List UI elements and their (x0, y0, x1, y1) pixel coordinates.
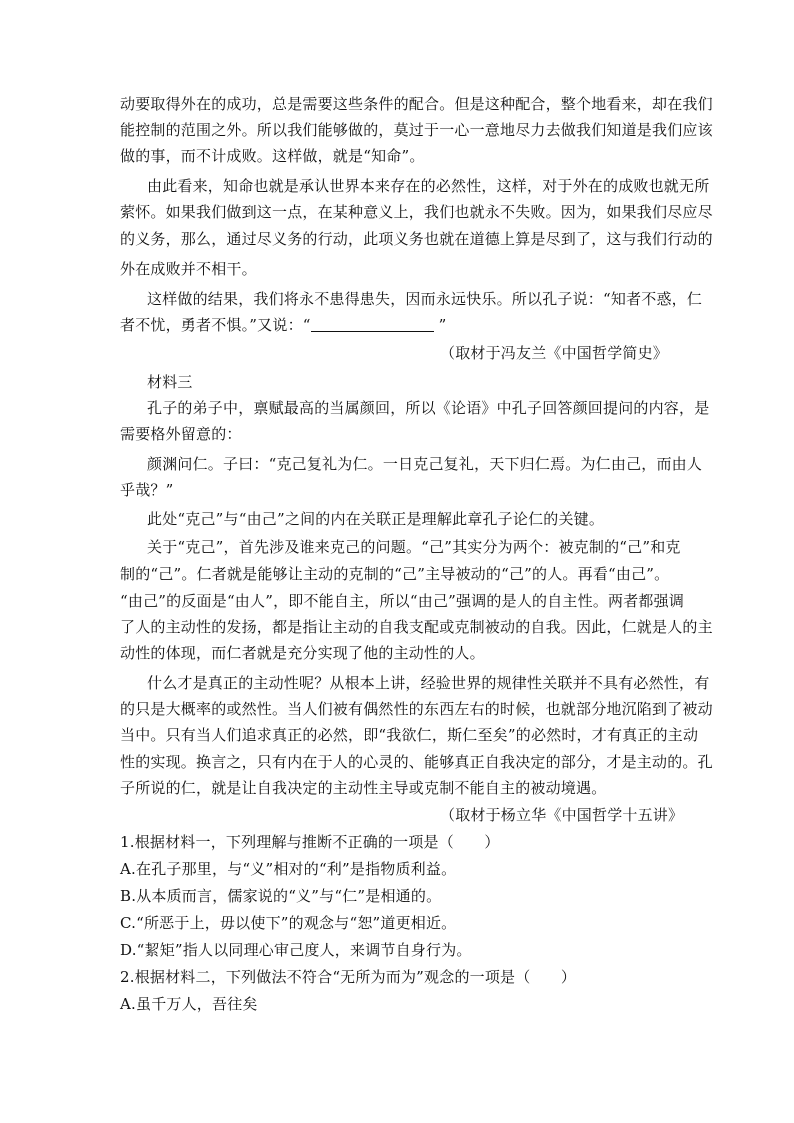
material2-source: （取材于冯友兰《中国哲学简史》 (440, 344, 669, 362)
material3-line: 制的“己”。仁者就是能够让主动的克制的“己”主导被动的“己”的人。再看“由己”。 (120, 565, 670, 583)
material3-source: （取材于杨立华《中国哲学十五讲》 (440, 806, 684, 824)
material3-line: 乎哉？” (120, 481, 174, 499)
material3-line: 此处“克己”与“由己”之间的内在关联正是理解此章孔子论仁的关键。 (147, 510, 605, 528)
fill-in-blank[interactable] (311, 315, 434, 332)
material2-line: 萦怀。如果我们做到这一点，在某种意义上，我们也就永不失败。因为，如果我们尽应尽 (120, 203, 713, 221)
material3-line: “由己”的反面是“由人”，即不能自主，所以“由己”强调的是人的自主性。两者都强调 (120, 592, 685, 610)
material2-line: 的义务，那么，通过尽义务的行动，此项义务也就在道德上算是尽到了，这与我们行动的 (120, 230, 713, 248)
question1-option-d[interactable]: D.“絜矩”指人以同理心审己度人，来调节自身行为。 (120, 941, 472, 959)
material3-line: 颜渊问仁。子曰：“克己复礼为仁。一日克己复礼，天下归仁焉。为仁由己，而由人 (147, 455, 703, 473)
question1-option-c[interactable]: C.“所恶于上，毋以使下”的观念与“恕”道更相近。 (120, 914, 457, 932)
material3-line: 什么才是真正的主动性呢？从根本上讲，经验世界的规律性关联并不具有必然性，有 (147, 674, 710, 692)
question2-option-a[interactable]: A.虽千万人，吾往矣 (120, 995, 258, 1013)
material2-line: 这样做的结果，我们将永不患得患失，因而永远快乐。所以孔子说：“知者不惑，仁 (147, 290, 703, 308)
material2-line: 由此看来，知命也就是承认世界本来存在的必然性，这样，对于外在的成败也就无所 (147, 177, 710, 195)
material3-line: 孔子的弟子中，禀赋最高的当属颜回，所以《论语》中孔子回答颜回提问的内容，是 (147, 399, 710, 417)
material2-line: 能控制的范围之外。所以我们能够做的，莫过于一心一意地尽力去做我们知道是我们应该 (120, 121, 713, 139)
material3-line: 了人的主动性的发扬，都是指让主动的自我支配或克制被动的自我。因此，仁就是人的主 (120, 618, 713, 636)
material3-line: 需要格外留意的： (120, 425, 242, 443)
question1-option-a[interactable]: A.在孔子那里，与“义”相对的“利”是指物质利益。 (120, 860, 457, 878)
material2-blank-line (120, 312, 446, 338)
line-end: ” (433, 316, 447, 334)
material3-heading: 材料三 (147, 373, 193, 391)
material2-line: 外在成败并不相干。 (120, 260, 257, 278)
question1-stem: 1.根据材料一，下列理解与推断不正确的一项是（ ） (120, 833, 500, 851)
material3-line: 当中。只有当人们追求真正的必然，即“我欲仁，斯仁至矣”的必然时，才有真正的主动 (120, 726, 699, 744)
material2-line: 做的事，而不计成败。这样做，就是“知命”。 (120, 147, 425, 165)
material2-line: 动要取得外在的成功，总是需要这些条件的配合。但是这种配合，整个地看来，却在我们 (120, 95, 713, 113)
question1-option-b[interactable]: B.从本质而言，儒家说的“义”与“仁”是相通的。 (120, 887, 442, 905)
material3-line: 的只是大概率的或然性。当人们被有偶然性的东西左右的时候，也就部分地沉陷到了被动 (120, 700, 713, 718)
material3-line: 子所说的仁，就是让自我决定的主动性主导或克制不能自主的被动境遇。 (120, 779, 607, 797)
line-start: 者不忧，勇者不惧。”又说：“ (120, 316, 311, 334)
material3-line: 关于“克己”，首先涉及谁来克己的问题。“己”其实分为两个：被克制的“己”和克 (147, 538, 681, 556)
material3-line: 动性的体现，而仁者就是充分实现了他的主动性的人。 (120, 644, 485, 662)
material3-line: 性的实现。换言之，只有内在于人的心灵的、能够真正自我决定的部分，才是主动的。孔 (120, 753, 713, 771)
question2-stem: 2.根据材料二，下列做法不符合“无所为而为”观念的一项是（ ） (120, 968, 577, 986)
